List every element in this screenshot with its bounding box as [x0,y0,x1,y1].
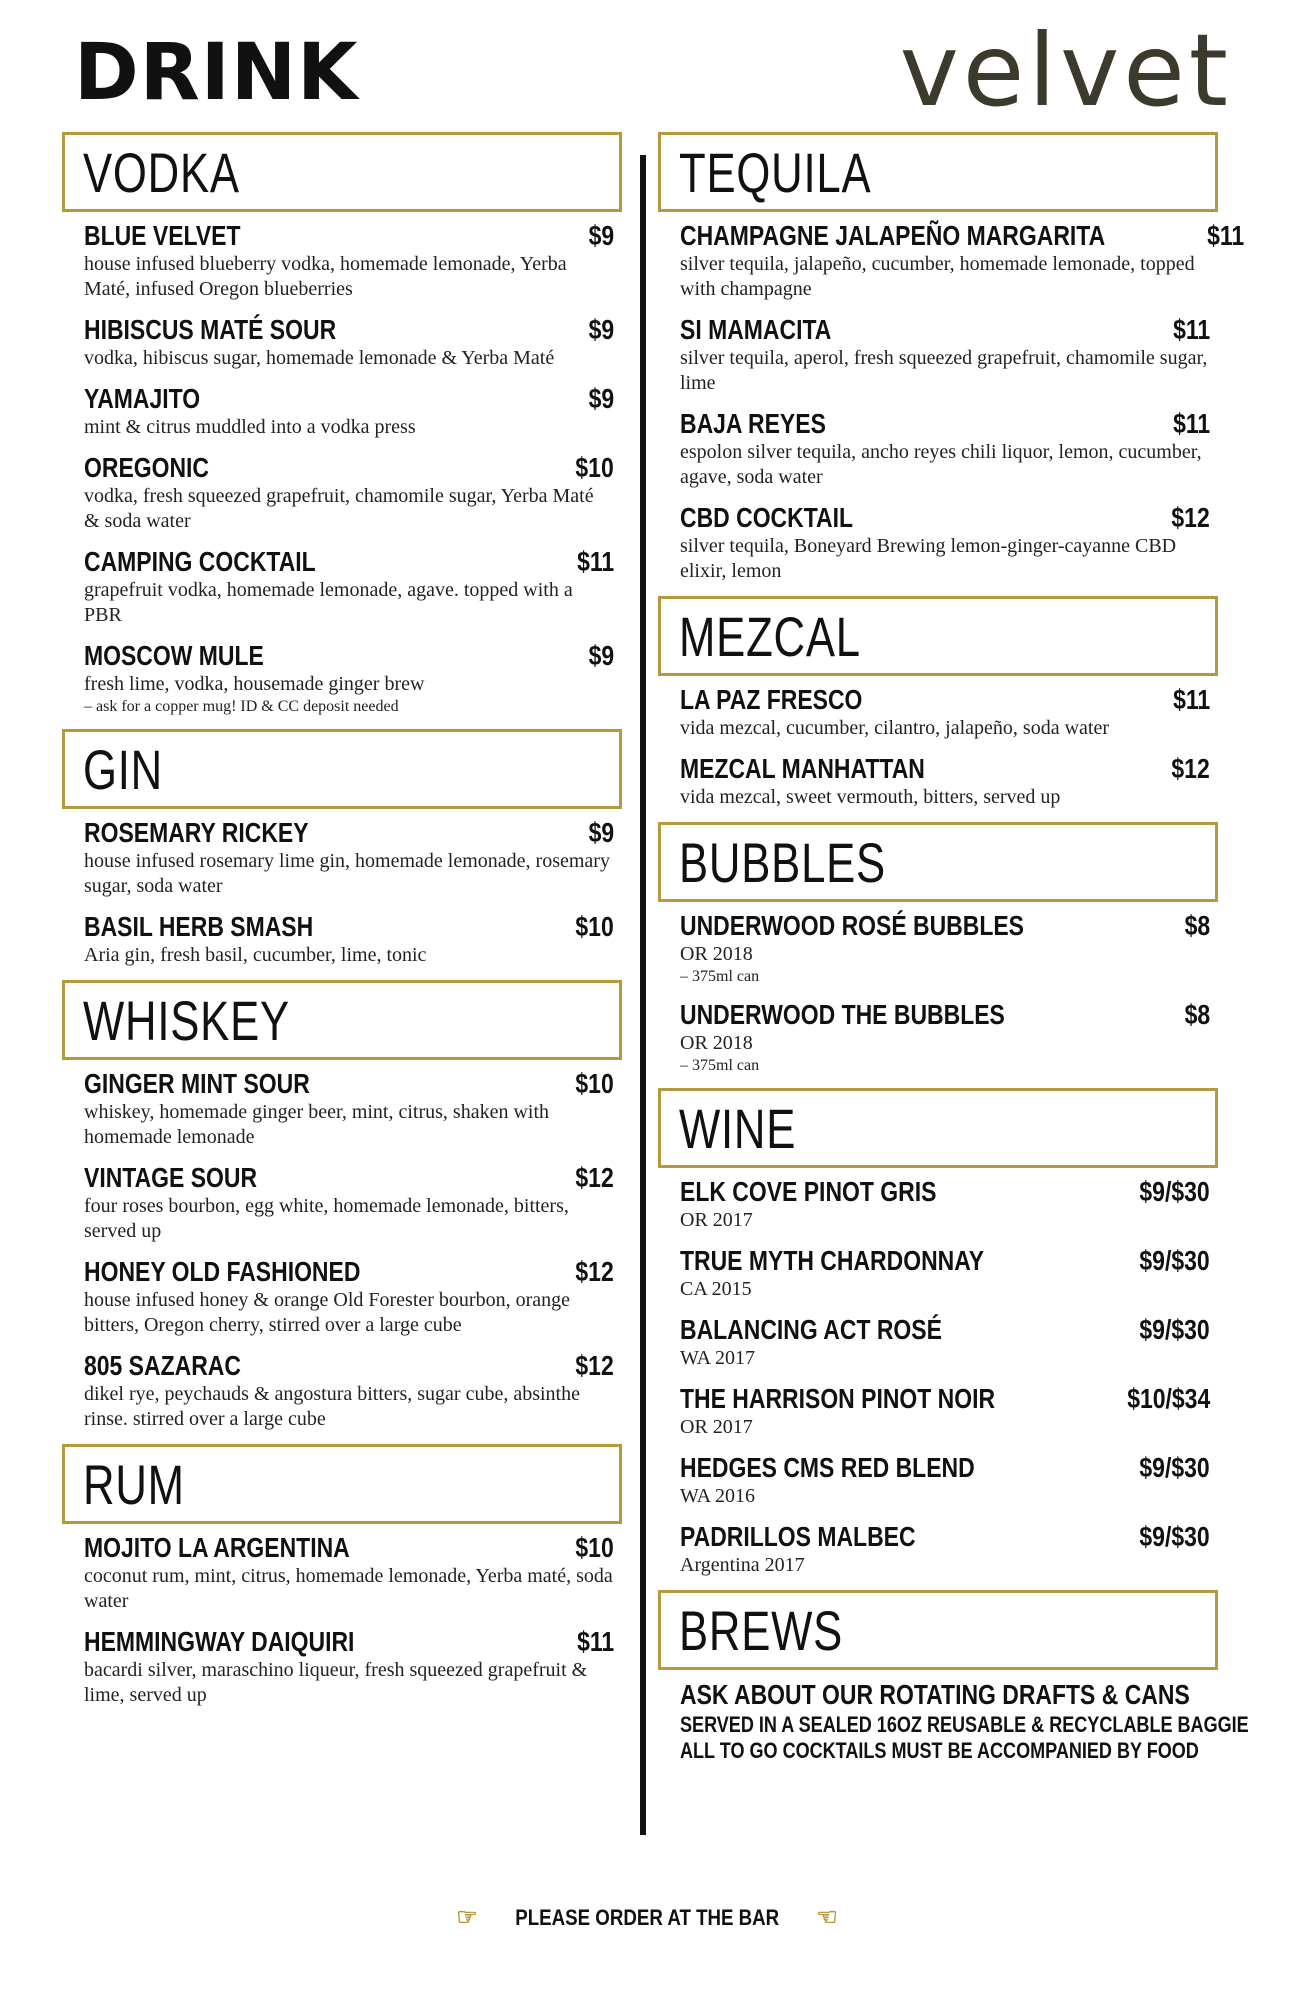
item-name: CBD COCKTAIL [680,502,854,533]
item-name: HONEY OLD FASHIONED [84,1256,361,1287]
item-description: house infused rosemary lime gin, homemade lemonade, rosemary sugar, soda water [84,850,610,897]
menu-item [62,1350,622,1432]
item-price: $11 [576,1626,614,1657]
item-description: fresh lime, vodka, housemade ginger brew [84,673,425,695]
item-name: SI MAMACITA [680,314,832,345]
item-price: $10 [575,1068,614,1099]
item-name: LA PAZ FRESCO [680,684,863,715]
item-note: – ask for a copper mug! ID & CC deposit needed [84,698,399,715]
menu-item-header [84,452,614,484]
item-name: THE HARRISON PINOT NOIR [680,1383,996,1414]
item-name: MOJITO LA ARGENTINA [84,1532,350,1563]
item-price: $11 [1172,408,1210,439]
item-description: vida mezcal, cucumber, cilantro, jalapeño, soda water [680,717,1110,739]
menu-item [658,502,1218,584]
item-price: $9/$30 [1139,1452,1210,1483]
section-header-vodka [62,132,622,212]
menu-item [62,640,622,717]
menu-item-header [84,1626,614,1658]
item-name: ELK COVE PINOT GRIS [680,1176,937,1207]
menu-item [62,1162,622,1244]
item-price: $9/$30 [1139,1314,1210,1345]
section-header-gin [62,729,622,809]
section-header-tequila [658,132,1218,212]
menu-item [658,910,1218,987]
item-price: $9/$30 [1139,1176,1210,1207]
menu-item [658,220,1244,302]
menu-item-header [680,1452,1210,1484]
item-name: 805 SAZARAC [84,1350,241,1381]
left-column [62,132,622,1720]
menu-item-header [84,546,614,578]
menu-item [62,1532,622,1614]
section-header-brews [658,1590,1218,1670]
item-note: – 375ml can [680,968,760,985]
menu-item-header [680,1521,1210,1553]
item-description: silver tequila, Boneyard Brewing lemon-ginger-cayanne CBD elixir, lemon [680,535,1177,582]
item-name: UNDERWOOD ROSÉ BUBBLES [680,910,1025,941]
item-name: UNDERWOOD THE BUBBLES [680,999,1005,1030]
menu-item [658,314,1218,396]
item-name: BLUE VELVET [84,220,241,251]
item-description: house infused blueberry vodka, homemade lemonade, Yerba Maté, infused Oregon blueberries [84,253,567,300]
page-title: DRINK [74,28,359,118]
menu-item-header [84,1256,614,1288]
menu-item-header [84,1068,614,1100]
item-price: $11 [1172,684,1210,715]
item-price: $9 [588,383,614,414]
item-price: $8 [1184,999,1210,1030]
menu-item [658,1176,1218,1233]
menu-item-header [680,1314,1210,1346]
brews-line-3: ALL TO GO COCKTAILS MUST BE ACCOMPANIED BY FOOD [680,1738,1199,1763]
item-description: OR 2018 [680,943,753,965]
menu-item-header [680,220,1244,252]
item-description: OR 2017 [680,1209,753,1231]
menu-item [62,452,622,534]
menu-item [62,220,622,302]
item-name: CAMPING COCKTAIL [84,546,316,577]
item-price: $11 [576,546,614,577]
item-description: house infused honey & orange Old Forester bourbon, orange bitters, Oregon cherry, stirred over a large cube [84,1289,570,1336]
menu-item [62,1068,622,1150]
menu-item [62,1626,622,1708]
menu-item-header [680,502,1210,534]
right-column [658,132,1249,1776]
menu-item-header [680,1245,1210,1277]
item-description: grapefruit vodka, homemade lemonade, agave. topped with a PBR [84,579,573,626]
section-title: VODKA [83,140,240,204]
item-price: $10/$34 [1127,1383,1210,1414]
item-price: $10 [575,1532,614,1563]
section-title: RUM [83,1452,185,1516]
item-name: MOSCOW MULE [84,640,264,671]
menu-item-header [84,640,614,672]
item-description: bacardi silver, maraschino liqueur, fresh squeezed grapefruit & lime, served up [84,1659,588,1706]
menu-item-header [680,753,1210,785]
menu-item [62,314,622,371]
section-header-bubbles [658,822,1218,902]
menu-item-header [680,684,1210,716]
menu-item-header [84,383,614,415]
section-title: BREWS [679,1598,844,1662]
item-price: $10 [575,911,614,942]
section-title: WHISKEY [83,988,290,1052]
item-name: BALANCING ACT ROSÉ [680,1314,942,1345]
section-header-wine [658,1088,1218,1168]
pointing-hand-left-icon: ☜ [816,1904,838,1931]
item-description: WA 2017 [680,1347,755,1369]
item-description: mint & citrus muddled into a vodka press [84,416,416,438]
brews-info [658,1678,1249,1764]
menu-item-header [680,1176,1210,1208]
menu-item-header [84,817,614,849]
item-price: $12 [575,1350,614,1381]
item-name: MEZCAL MANHATTAN [680,753,925,784]
item-price: $12 [1171,753,1210,784]
item-description: vida mezcal, sweet vermouth, bitters, served up [680,786,1061,808]
section-title: GIN [83,737,163,801]
item-description: four roses bourbon, egg white, homemade lemonade, bitters, served up [84,1195,569,1242]
item-price: $12 [575,1256,614,1287]
item-description: silver tequila, aperol, fresh squeezed grapefruit, chamomile sugar, lime [680,347,1208,394]
menu-item [658,1521,1218,1578]
item-name: HIBISCUS MATÉ SOUR [84,314,337,345]
item-price: $9/$30 [1139,1245,1210,1276]
item-name: PADRILLOS MALBEC [680,1521,916,1552]
menu-item [62,1256,622,1338]
item-name: OREGONIC [84,452,210,483]
menu-item [62,911,622,968]
menu-item [62,546,622,628]
menu-item-header [680,1383,1210,1415]
pointing-hand-right-icon: ☞ [456,1904,478,1931]
menu-item [658,408,1218,490]
item-description: Aria gin, fresh basil, cucumber, lime, tonic [84,944,427,966]
menu-item-header [680,314,1210,346]
item-name: HEDGES CMS RED BLEND [680,1452,975,1483]
column-divider [640,155,646,1835]
item-description: espolon silver tequila, ancho reyes chili liquor, lemon, cucumber, agave, soda water [680,441,1202,488]
menu-item [62,383,622,440]
menu-item-header [680,999,1210,1031]
item-description: dikel rye, peychauds & angostura bitters, sugar cube, absinthe rinse. stirred over a large cube [84,1383,580,1430]
item-name: BAJA REYES [680,408,826,439]
item-price: $12 [575,1162,614,1193]
item-name: HEMMINGWAY DAIQUIRI [84,1626,355,1657]
menu-item-header [84,911,614,943]
section-header-rum [62,1444,622,1524]
item-price: $11 [1172,314,1210,345]
brews-line-1: ASK ABOUT OUR ROTATING DRAFTS & CANS [680,1679,1190,1710]
item-description: coconut rum, mint, citrus, homemade lemonade, Yerba maté, soda water [84,1565,613,1612]
item-description: vodka, hibiscus sugar, homemade lemonade & Yerba Maté [84,347,555,369]
section-title: BUBBLES [679,830,886,894]
menu-item [658,684,1218,741]
item-price: $8 [1184,910,1210,941]
menu-item [658,1383,1218,1440]
item-description: WA 2016 [680,1485,755,1507]
menu-item [62,817,622,899]
item-price: $12 [1171,502,1210,533]
menu-item-header [84,1532,614,1564]
section-header-mezcal [658,596,1218,676]
item-name: TRUE MYTH CHARDONNAY [680,1245,985,1276]
menu-item [658,1245,1218,1302]
menu-item-header [84,220,614,252]
item-description: vodka, fresh squeezed grapefruit, chamomile sugar, Yerba Maté & soda water [84,485,594,532]
item-name: VINTAGE SOUR [84,1162,258,1193]
section-title: TEQUILA [679,140,872,204]
item-price: $9/$30 [1139,1521,1210,1552]
menu-item [658,753,1218,810]
section-title: WINE [679,1096,797,1160]
item-price: $9 [588,314,614,345]
item-price: $11 [1206,220,1244,251]
item-name: YAMAJITO [84,383,201,414]
item-price: $9 [588,817,614,848]
item-name: GINGER MINT SOUR [84,1068,310,1099]
menu-item-header [84,1350,614,1382]
menu-item-header [680,910,1210,942]
item-price: $9 [588,640,614,671]
item-description: OR 2018 [680,1032,753,1054]
item-name: CHAMPAGNE JALAPEÑO MARGARITA [680,220,1106,251]
menu-item-header [680,408,1210,440]
footer [0,1903,1294,1932]
item-name: BASIL HERB SMASH [84,911,314,942]
brews-line-2: SERVED IN A SEALED 16OZ REUSABLE & RECYCLABLE BAGGIE [680,1712,1249,1737]
menu-item-header [84,1162,614,1194]
section-title: MEZCAL [679,604,861,668]
item-price: $9 [588,220,614,251]
item-description: OR 2017 [680,1416,753,1438]
item-description: whiskey, homemade ginger beer, mint, citrus, shaken with homemade lemonade [84,1101,550,1148]
item-description: Argentina 2017 [680,1554,805,1576]
menu-item [658,1314,1218,1371]
brand-logo: velvet [899,12,1232,129]
footer-text: PLEASE ORDER AT THE BAR [515,1905,779,1930]
menu-item [658,1452,1218,1509]
menu-item-header [84,314,614,346]
section-header-whiskey [62,980,622,1060]
item-name: ROSEMARY RICKEY [84,817,309,848]
item-description: silver tequila, jalapeño, cucumber, homemade lemonade, topped with champagne [680,253,1195,300]
item-description: CA 2015 [680,1278,752,1300]
menu-item [658,999,1218,1076]
item-price: $10 [575,452,614,483]
item-note: – 375ml can [680,1057,760,1074]
